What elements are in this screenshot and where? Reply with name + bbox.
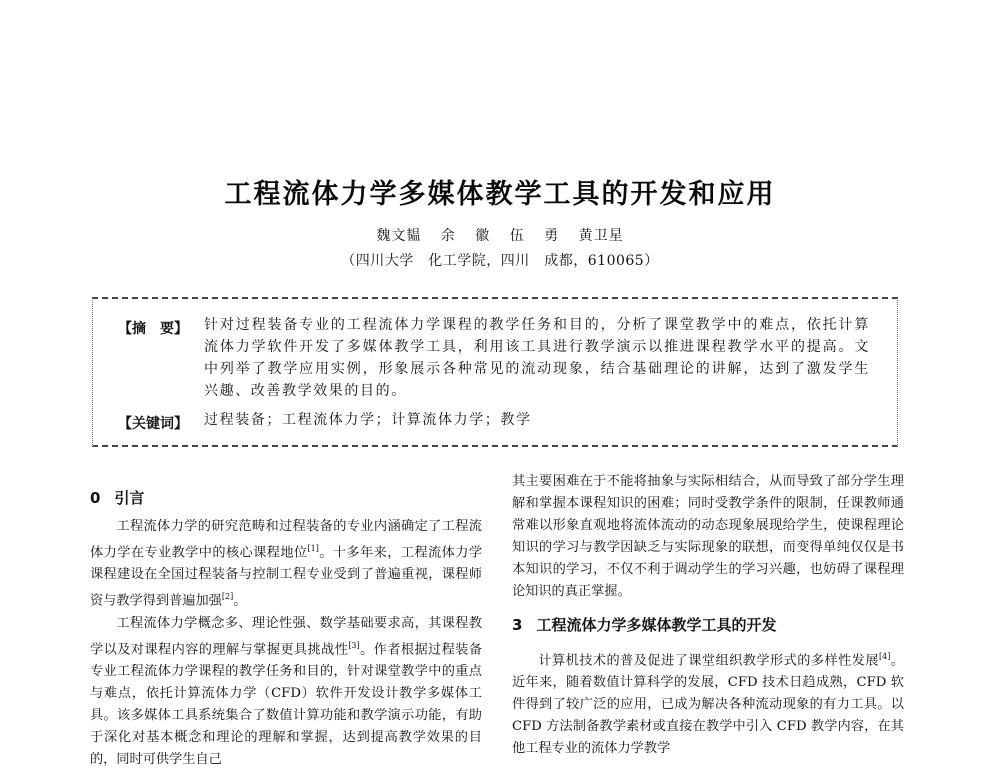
section-3-heading (512, 614, 776, 635)
citation: [3] (348, 640, 360, 650)
paragraph (90, 516, 482, 613)
section-0-heading (90, 487, 144, 508)
abstract-label: 【摘 要】 (118, 321, 188, 337)
section-title: 引言 (114, 489, 145, 507)
paragraph (90, 613, 482, 771)
text-run: 。作者根据过程装备专业工程流体力学课程的教学任务和目的，针对课堂教学中的重点与难点，依托计算流体力学（CFD）软件开发设计教学多媒体工具。该多媒体工具系统集合了数值计算功能和教学演示功能，有助于深化对基本概念和理论的理解和掌握，达到提高教学效果的目的，同时可供学生自己 (90, 642, 483, 768)
text-run: 。 (233, 593, 247, 609)
paper-title: 工程流体力学多媒体教学工具的开发和应用 (224, 179, 776, 210)
text-run: 工程流体力学的研究范畴和过程装备的专业内涵确定了工程流体力学在专业教学中的核心课程地位 (90, 519, 482, 561)
affiliation: （四川大学 化工学院，四川 成都，610065） (341, 253, 659, 269)
right-column-bottom (512, 646, 905, 757)
section-title: 工程流体力学多媒体教学工具的开发 (536, 616, 777, 634)
paragraph (512, 646, 904, 760)
text-run: 工程流体力学概念多、理论性强、数学基础要求高，其课程教学以及对课程内容的理解与掌握更具挑战性 (90, 615, 482, 658)
citation: [4] (879, 652, 891, 661)
citation: [1] (307, 544, 319, 553)
keywords-label: 【关键词】 (118, 416, 188, 432)
abstract-text: 针对过程装备专业的工程流体力学课程的教学任务和目的，分析了课堂教学中的难点，依托计算流体力学软件开发了多媒体教学工具，利用该工具进行教学演示以推进课程教学水平的提高。文中列举了教学应用实例，形象展示各种常见的流动现象，结合基础理论的讲解，达到了激发学生兴趣、改善教学效果的目的。 (204, 317, 870, 399)
right-column-top (512, 471, 904, 603)
section-number: 0 (90, 489, 101, 507)
left-column (90, 516, 483, 768)
section-number: 3 (512, 616, 523, 634)
text-run: 。近年来，随着数值计算科学的发展，CFD 技术日趋成熟，CFD 软件得到了较广泛的应用，已成为解决各种流动现象的有力工具。以 CFD 方法制备教学素材或直接在教学中引入 CFD 教学内容，在其他工程专业的流体力学教学 (512, 653, 905, 757)
authors: 魏文韫 余 徽 伍 勇 黄卫星 (376, 228, 624, 244)
keywords-text: 过程装备；工程流体力学；计算流体力学；教学 (204, 412, 532, 428)
citation: [2] (221, 592, 234, 602)
text-run: 。十多年来，工程流体力学课程建设在全国过程装备与控制工程专业受到了普遍重视，课程师资与教学得到普遍加强 (90, 545, 483, 609)
paragraph: 其主要困难在于不能将抽象与实际相结合，从而导致了部分学生理解和掌握本课程知识的困难；同时受教学条件的限制，任课教师通常难以形象直观地将流体流动的动态现象展现给学生，使课程理论知识的学习与教学因缺乏与实际现象的联想，而变得单纯仅仅是书本知识的学习，不仅不利于调动学生的学习兴趣，也妨碍了课程理论知识的真正掌握。 (512, 474, 904, 599)
text-run: 计算机技术的普及促进了课堂组织教学形式的多样性发展 (538, 653, 880, 669)
